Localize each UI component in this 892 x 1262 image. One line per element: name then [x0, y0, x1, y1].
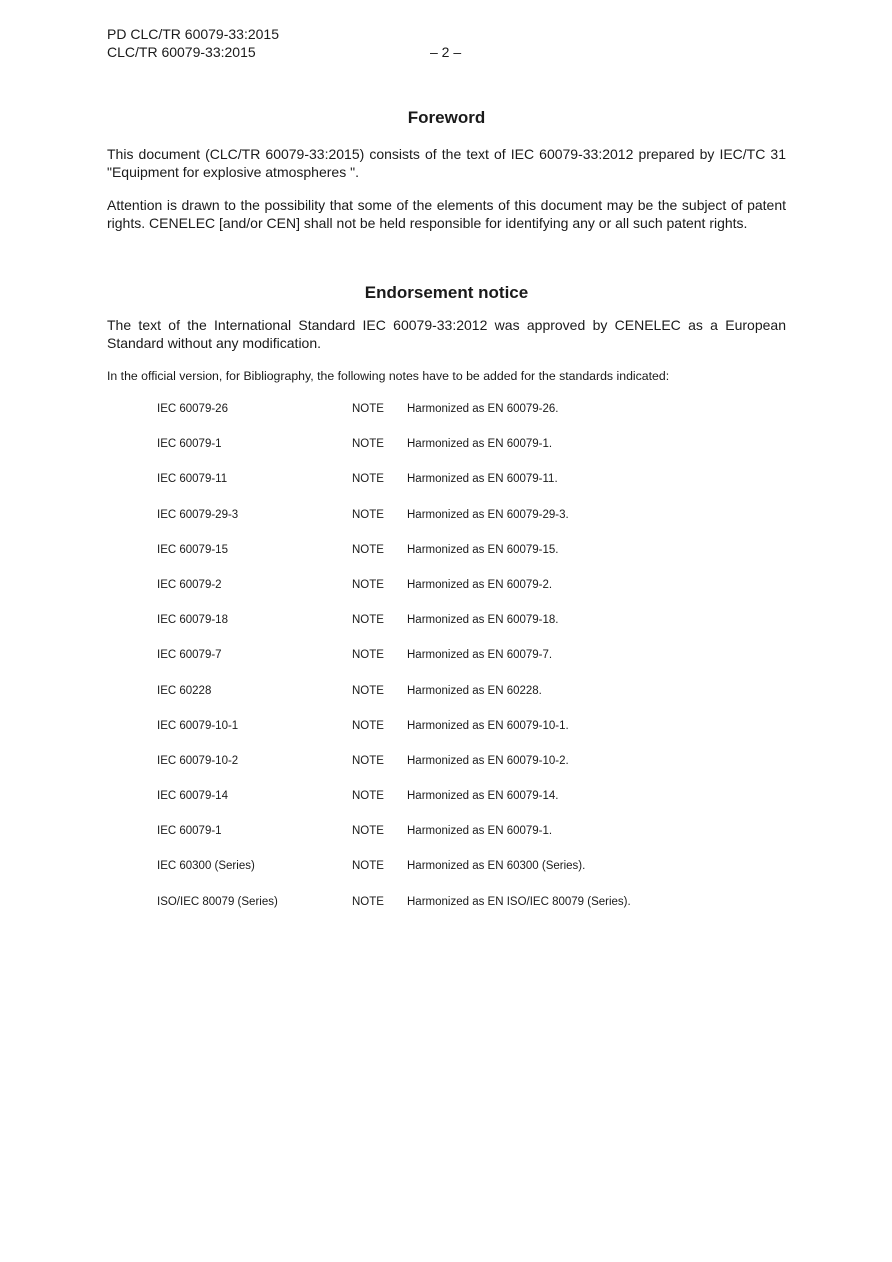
bibliography-note-row: [157, 472, 757, 507]
harmonized-text: Harmonized as EN 60079-14.: [407, 790, 559, 803]
bibliography-note-row: [157, 895, 757, 930]
bibliography-note-row: [157, 859, 757, 894]
note-label: NOTE: [352, 719, 384, 732]
page-number: – 2 –: [430, 44, 462, 60]
note-label: NOTE: [352, 614, 384, 627]
bibliography-notes-intro: In the official version, for Bibliography, the following notes have to be added for the standards indicated:: [107, 369, 670, 383]
standard-reference: IEC 60079-14: [157, 790, 228, 803]
note-label: NOTE: [352, 895, 384, 908]
note-label: NOTE: [352, 473, 384, 486]
note-label: NOTE: [352, 790, 384, 803]
bibliography-note-row: [157, 824, 757, 859]
harmonized-text: Harmonized as EN 60079-29-3.: [407, 508, 569, 521]
bibliography-note-row: [157, 648, 757, 683]
harmonized-text: Harmonized as EN 60079-1.: [407, 825, 553, 838]
note-label: NOTE: [352, 860, 384, 873]
standard-reference: IEC 60079-7: [157, 649, 222, 662]
harmonized-text: Harmonized as EN 60079-18.: [407, 614, 559, 627]
bibliography-note-row: [157, 543, 757, 578]
note-label: NOTE: [352, 754, 384, 767]
harmonized-text: Harmonized as EN ISO/IEC 80079 (Series).: [407, 895, 631, 908]
standard-reference: IEC 60079-11: [157, 473, 228, 486]
bibliography-notes-list: [157, 402, 757, 930]
standard-reference: IEC 60079-2: [157, 578, 222, 591]
bibliography-note-row: [157, 684, 757, 719]
standard-reference: IEC 60300 (Series): [157, 860, 255, 873]
endorsement-paragraph: The text of the International Standard IEC 60079-33:2012 was approved by CENELEC as a European Standard without any modification.: [107, 317, 786, 351]
foreword-heading: Foreword: [407, 108, 486, 127]
foreword-paragraph-1: This document (CLC/TR 60079-33:2015) consists of the text of IEC 60079-33:2012 prepared by IEC/TC 31 "Equipment for explosive atmospheres ".: [107, 146, 786, 180]
endorsement-heading: Endorsement notice: [364, 283, 529, 302]
bibliography-note-row: [157, 578, 757, 613]
harmonized-text: Harmonized as EN 60079-7.: [407, 649, 553, 662]
standard-reference: IEC 60079-26: [157, 403, 228, 415]
harmonized-text: Harmonized as EN 60300 (Series).: [407, 860, 586, 873]
bibliography-note-row: [157, 754, 757, 789]
bibliography-note-row: [157, 789, 757, 824]
standard-reference: IEC 60079-1: [157, 825, 222, 838]
foreword-paragraph-2: Attention is drawn to the possibility that some of the elements of this document may be the subject of patent rights. CENELEC [and/or CEN] shall not be held responsible for identifying any or all such patent rights.: [107, 197, 786, 231]
note-label: NOTE: [352, 578, 384, 591]
note-label: NOTE: [352, 508, 384, 521]
note-label: NOTE: [352, 825, 384, 838]
document-code-pd: PD CLC/TR 60079-33:2015: [107, 26, 279, 42]
harmonized-text: Harmonized as EN 60079-10-1.: [407, 719, 569, 732]
standard-reference: IEC 60228: [157, 684, 212, 697]
standard-reference: IEC 60079-10-2: [157, 754, 239, 767]
standard-reference: IEC 60079-1: [157, 438, 222, 451]
bibliography-note-row: [157, 719, 757, 754]
harmonized-text: Harmonized as EN 60079-1.: [407, 438, 553, 451]
harmonized-text: Harmonized as EN 60079-2.: [407, 578, 553, 591]
standard-reference: IEC 60079-15: [157, 543, 228, 556]
harmonized-text: Harmonized as EN 60079-26.: [407, 403, 559, 415]
bibliography-note-row: [157, 613, 757, 648]
standard-reference: IEC 60079-29-3: [157, 508, 239, 521]
harmonized-text: Harmonized as EN 60079-15.: [407, 543, 559, 556]
bibliography-note-row: [157, 508, 757, 543]
harmonized-text: Harmonized as EN 60079-10-2.: [407, 754, 569, 767]
document-code-clc: CLC/TR 60079-33:2015: [107, 44, 256, 60]
bibliography-note-row: [157, 402, 757, 437]
note-label: NOTE: [352, 403, 384, 415]
standard-reference: ISO/IEC 80079 (Series): [157, 895, 278, 908]
standard-reference: IEC 60079-18: [157, 614, 228, 627]
note-label: NOTE: [352, 543, 384, 556]
note-label: NOTE: [352, 649, 384, 662]
bibliography-note-row: [157, 437, 757, 472]
standard-reference: IEC 60079-10-1: [157, 719, 239, 732]
note-label: NOTE: [352, 438, 384, 451]
harmonized-text: Harmonized as EN 60079-11.: [407, 473, 558, 486]
note-label: NOTE: [352, 684, 384, 697]
harmonized-text: Harmonized as EN 60228.: [407, 684, 542, 697]
